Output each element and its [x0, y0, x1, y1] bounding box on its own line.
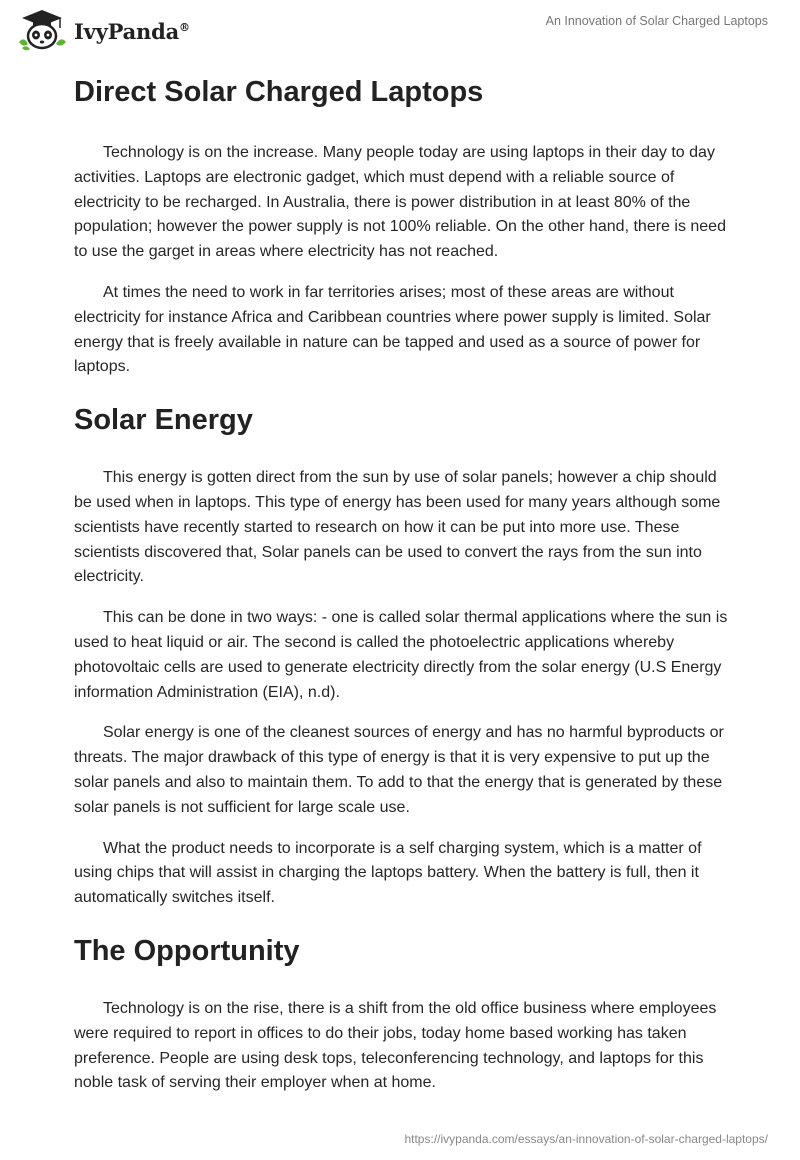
section-heading: The Opportunity [74, 934, 300, 967]
article-content [74, 70, 734, 1096]
section-heading: Direct Solar Charged Laptops [74, 76, 484, 108]
section-heading: Solar Energy [74, 404, 253, 437]
paragraph: What the product needs to incorporate is a self charging system, which is a matter of using chips that will assist in charging the laptops battery. When the battery is full, then it automatically switches itself. [74, 839, 702, 907]
page-header [0, 0, 800, 60]
paragraph: This energy is gotten direct from the sun by use of solar panels; however a chip should be used when in laptops. This type of energy has been used for many years although some scientists have recently started to research on how it can be put into more use. These scientists discovered that, Solar panels can be used to convert the rays from the sun into electricity. [74, 469, 721, 586]
paragraph: Technology is on the rise, there is a shift from the old office business where employees were required to report in offices to do their jobs, today home based working has taken preference. People are using desk tops, teleconferencing technology, and laptops for this noble task of serving their employer when at home. [74, 999, 717, 1092]
panda-graduate-icon [16, 8, 68, 52]
brand-name: IvyPanda® [74, 18, 190, 44]
source-url-link[interactable]: https://ivypanda.com/essays/an-innovation-of-solar-charged-laptops/ [404, 1132, 768, 1146]
paragraph: This can be done in two ways: - one is called solar thermal applications where the sun is used to heat liquid or air. The second is called the photoelectric applications whereby photovoltaic cells are used to generate electricity directly from the solar energy (U.S Energy information Administration (EIA), n.d). [74, 609, 728, 701]
running-title: An Innovation of Solar Charged Laptops [545, 14, 768, 28]
ivypanda-logo[interactable] [16, 8, 190, 52]
paragraph: At times the need to work in far territories arises; most of these areas are without electricity for instance Africa and Caribbean countries where power supply is limited. Solar energy that is freely available in nature can be tapped and used as a source of power for laptops. [74, 283, 711, 376]
paragraph: Technology is on the increase. Many people today are using laptops in their day to day activities. Laptops are electronic gadget, which must depend with a reliable source of electricity to be recharged. In Australia, there is power distribution in at least 80% of the population; however the power supply is not 100% reliable. On the other hand, there is need to use the garget in areas where electricity has not reached. [74, 144, 726, 261]
paragraph: Solar energy is one of the cleanest sources of energy and has no harmful byproducts or threats. The major drawback of this type of energy is that it is very expensive to put up the solar panels and also to maintain them. To add to that the energy that is generated by these solar panels is not sufficient for large scale use. [74, 724, 724, 816]
